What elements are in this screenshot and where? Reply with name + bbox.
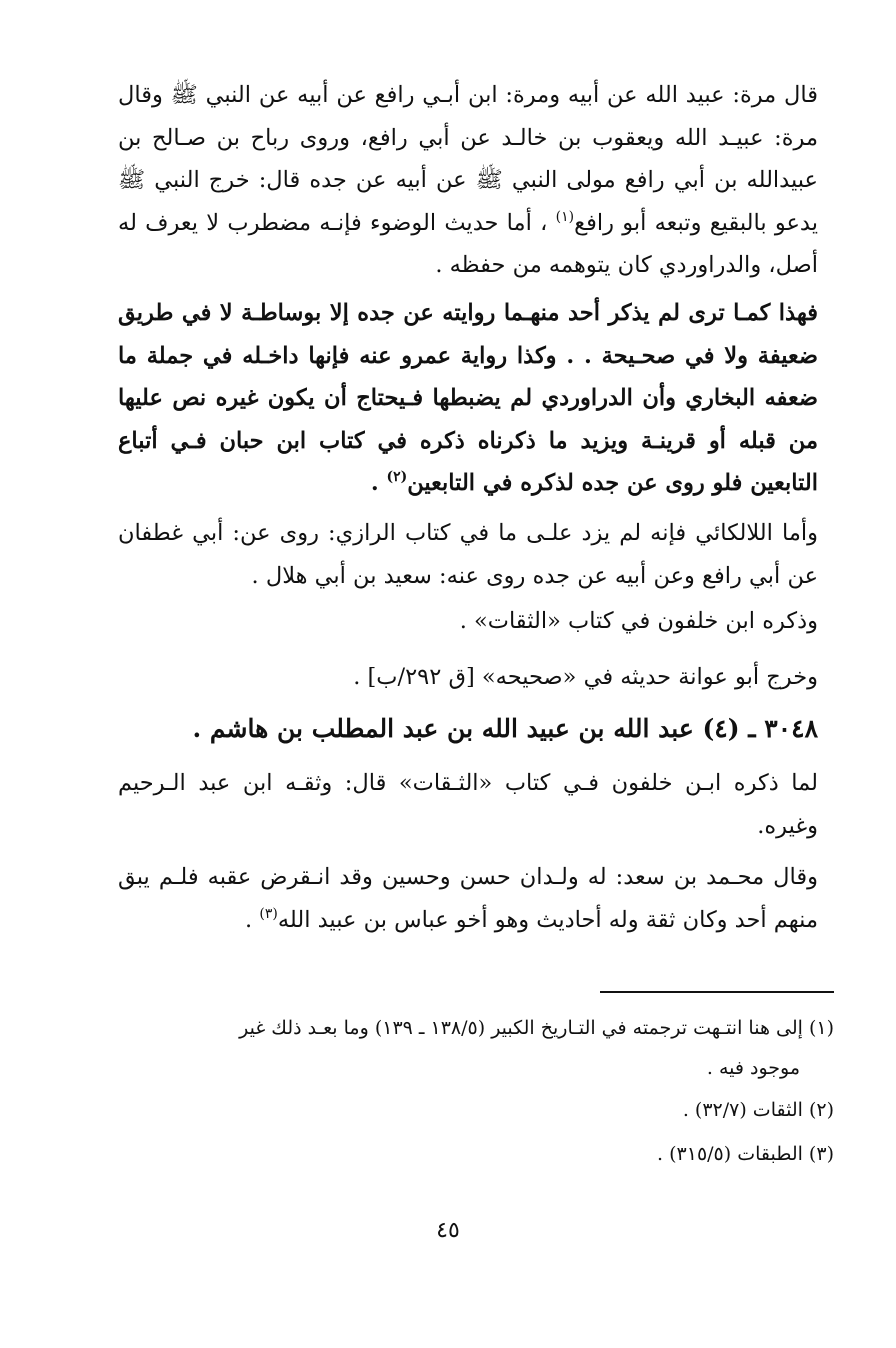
footnote-divider [600,991,834,993]
paragraph-2 [118,292,818,505]
paragraph-3: وأما اللالكائي فإنه لم يزد علـى ما في كتاب الرازي: روى عن: أبي غطفان عن أبي رافع وعن أبيه عن جده روى عنه: سعيد بن أبي هلال . [118,520,818,589]
page-number: ٤٥ [436,1218,460,1243]
footnote-1 [118,1008,834,1088]
footnote-ref-2: (٢) [386,469,408,485]
paragraph-5: وخرج أبو عوانة حديثه في «صحيحه» [ق ٢٩٢/ب] . [353,664,818,690]
paragraph-7-text-b: . [245,906,260,933]
paragraph-4: وذكره ابن خلفون في كتاب «الثقات» . [459,608,818,634]
paragraph-1-text-a: قال مرة: عبيد الله عن أبيه ومرة: ابن أبـي رافع عن أبيه عن النبي ﷺ وقال مرة: عبيـد الله ويعقوب بن خالـد عن أبي رافع، وروى رباح بن صـالح بن عبيدالله بن أبي رافع مولى النبي ﷺ عن أبيه عن جده قال: خرج النبي ﷺ يدعو بالبقيع وتبعه أبو رافع [118,82,818,236]
paragraph-2-text-b: . [370,470,387,496]
paragraph-1 [118,74,818,287]
footnote-2: (٢) الثقات (٣٢/٧) . [682,1099,834,1121]
footnote-3: (٣) الطبقات (٣١٥/٥) . [657,1143,834,1165]
footnote-1-line-a: (١) إلى هنا انتـهت ترجمته في التـاريخ الكبير (١٣٨/٥ ـ ١٣٩) وما بعـد ذلك غير [239,1017,834,1039]
paragraph-7-text-a: وقال محـمد بن سعد: له ولـدان حسن وحسين وقد انـقرض عقبه فلـم يبق منهم أحد وكان ثقة وله أحاديث وهو أخو عباس بن عبيد الله [118,864,818,933]
paragraph-6: لما ذكره ابـن خلفون فـي كتاب «الثـقات» قال: وثقـه ابن عبد الـرحيم وغيره. [118,770,818,839]
footnote-ref-3: (٣) [259,905,278,922]
paragraph-7 [118,856,818,941]
footnote-1-line-b: موجود فيه . [706,1057,800,1079]
entry-heading: ٣٠٤٨ ـ (٤) عبد الله بن عبيد الله بن عبد المطلب بن هاشم . [192,714,818,743]
footnote-ref-1: (١) [555,208,575,225]
paragraph-2-text-a: فهذا كمـا ترى لم يذكر أحد منهـما روايته عن جده إلا بوساطـة لا في طريق ضعيفة ولا في صحـيحة . . وكذا رواية عمرو عنه فإنها داخـله في جملة ما ضعفه البخاري وأن الدراوردي لم يضبطها فـيحتاج أن يكون غيره نص عليها من قبله أو قرينـة ويزيد ما ذكرناه ذكره في كتاب ابن حبان فـي أتباع التابعين فلو روى عن جده لذكره في التابعين [118,300,818,496]
paragraph-1-text-b: ، أما حديث الوضوء فإنـه مضطرب لا يعرف له أصل، والدراوردي كان يتوهمه من حفظه . [118,209,818,278]
